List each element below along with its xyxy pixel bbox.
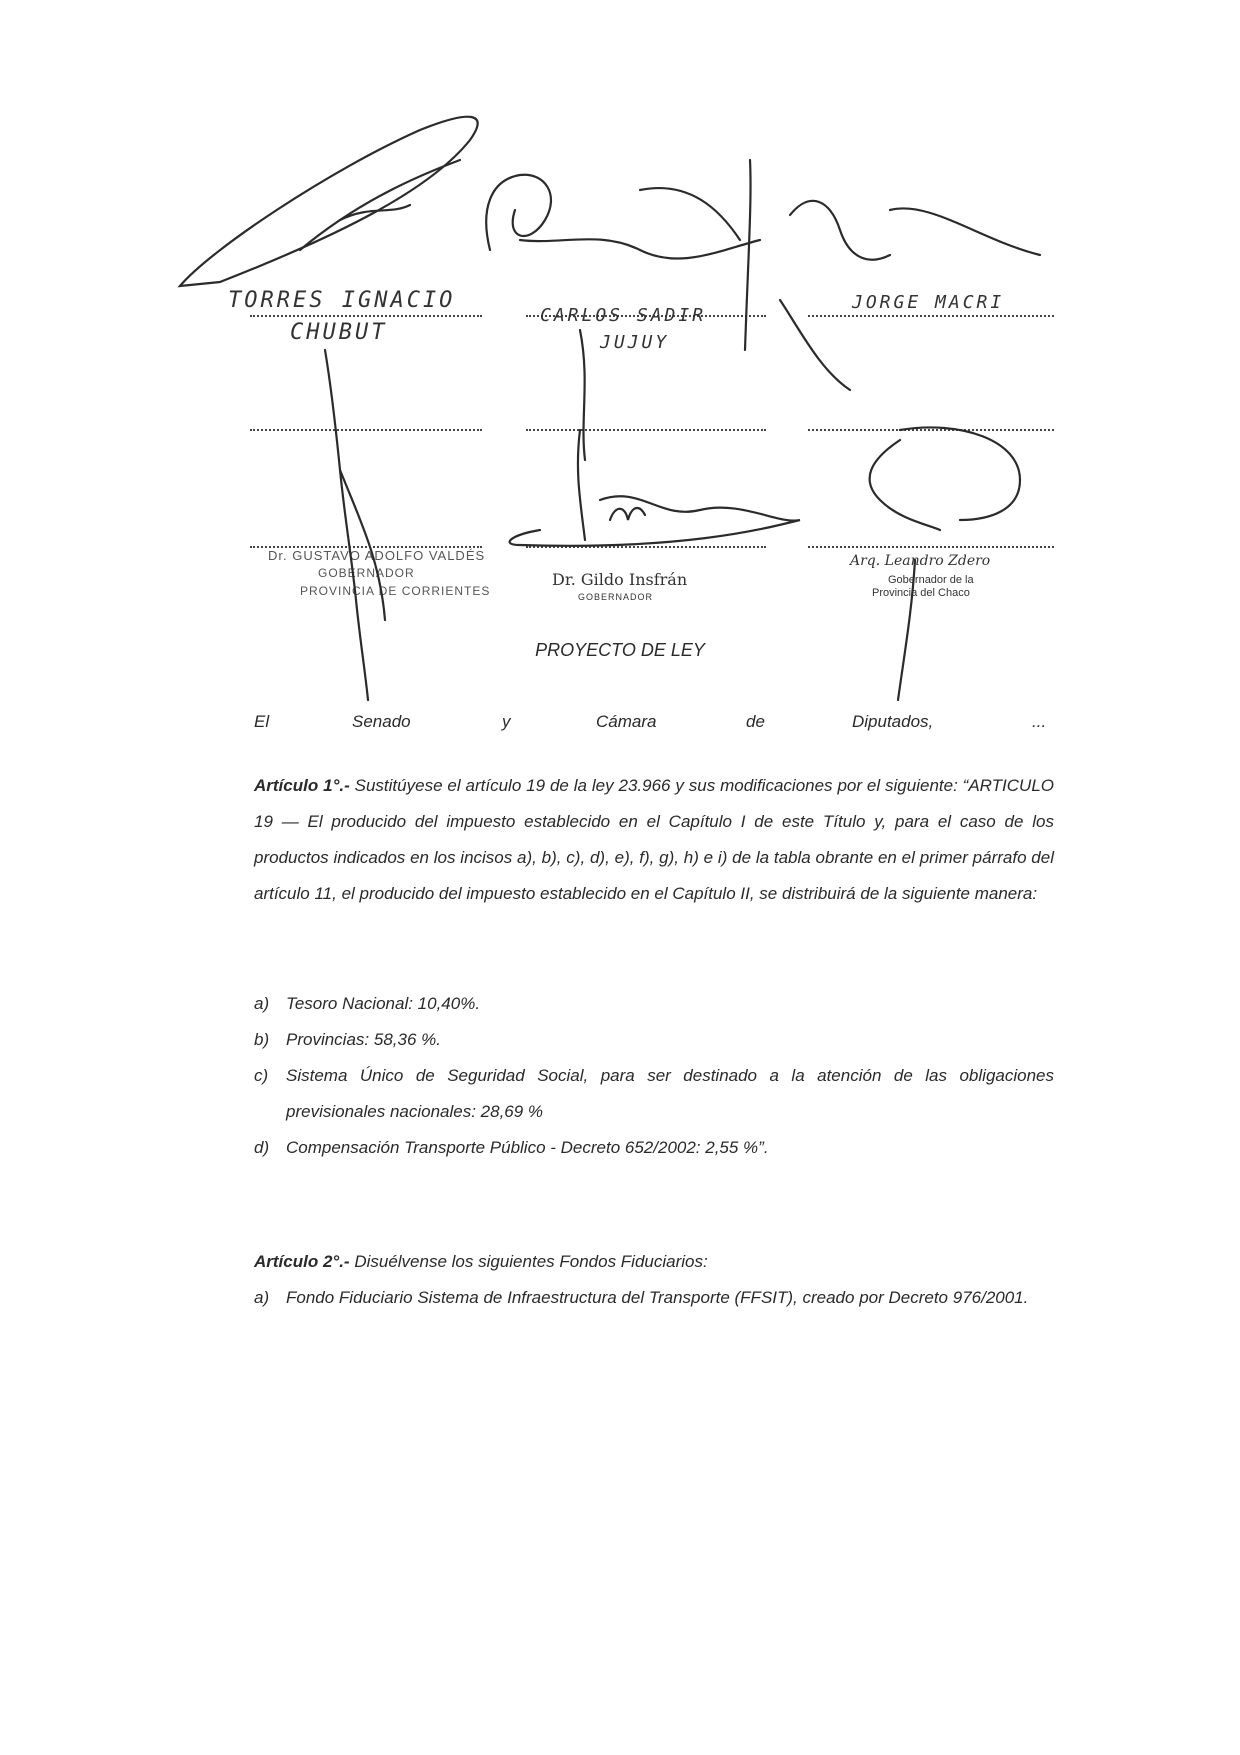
- signature-line: [808, 315, 1054, 317]
- intro-word: y: [502, 712, 511, 731]
- article-1-label: Artículo 1°.-: [254, 776, 350, 795]
- stamp-province: PROVINCIA DE CORRIENTES: [300, 584, 491, 598]
- stamp-title: GOBERNADOR: [318, 566, 415, 580]
- intro-word: Cámara: [596, 712, 657, 731]
- handwritten-name: TORRES IGNACIO: [228, 288, 456, 313]
- list-text: Compensación Transporte Público - Decreto 652/2002: 2,55 %”.: [286, 1138, 769, 1157]
- list-text: Tesoro Nacional: 10,40%.: [286, 994, 481, 1013]
- intro-word: ...: [1032, 712, 1047, 731]
- intro-word: Senado: [352, 712, 411, 731]
- signature-line: [808, 429, 1054, 431]
- list-item: [254, 1130, 1054, 1166]
- intro-word: de: [746, 712, 765, 731]
- list-marker: d): [254, 1138, 270, 1157]
- list-item: [254, 1058, 1054, 1130]
- article-2-list: [254, 1280, 1054, 1316]
- list-item: [254, 986, 1054, 1022]
- article-2-text: Disuélvense los siguientes Fondos Fiduciarios:: [349, 1252, 708, 1271]
- stamp-name: Dr. Gildo Insfrán: [552, 570, 688, 589]
- signature-line: [526, 429, 766, 431]
- document-title: PROYECTO DE LEY: [535, 640, 705, 660]
- list-marker: a): [254, 994, 270, 1013]
- article-1-text: Sustitúyese el artículo 19 de la ley 23.966 y sus modificaciones por el siguiente: “ARTICULO 19 — El producido del impuesto establecido en el Capítulo I de este Título y, para el caso de los productos indicados en los incisos a), b), c), d), e), f), g), h) e i) de la tabla obrante en el primer párrafo del artículo 11, el producido del impuesto establecido en el Capítulo II, se distribuirá de la siguiente manera:: [254, 776, 1054, 903]
- stamp-title: Gobernador de la: [888, 574, 974, 586]
- stamp-name: Dr. GUSTAVO ADOLFO VALDÉS: [268, 548, 486, 563]
- list-item: [254, 1022, 1054, 1058]
- article-1: [254, 768, 1054, 912]
- handwritten-name: JORGE MACRI: [852, 292, 1005, 313]
- stamp-title: GOBERNADOR: [578, 592, 654, 602]
- list-text: Provincias: 58,36 %.: [286, 1030, 441, 1049]
- handwritten-province: JUJUY: [600, 332, 670, 353]
- stamp-province: Provincia del Chaco: [872, 587, 970, 599]
- signature-line: [250, 315, 482, 317]
- list-item: [254, 1280, 1054, 1316]
- list-marker: a): [254, 1288, 270, 1307]
- signature-line: [526, 546, 766, 548]
- list-text: Fondo Fiduciario Sistema de Infraestructura del Transporte (FFSIT), creado por Decreto 976/2001.: [286, 1288, 1029, 1307]
- article-1-list: [254, 986, 1054, 1166]
- article-2-label: Artículo 2°.-: [254, 1252, 350, 1271]
- signature-line: [250, 429, 482, 431]
- signature-line: [808, 546, 1054, 548]
- list-marker: c): [254, 1066, 269, 1085]
- handwritten-province: CHUBUT: [290, 320, 388, 345]
- stamp-name: Arq. Leandro Zdero: [850, 553, 991, 569]
- intro-word: El: [254, 712, 270, 731]
- list-marker: b): [254, 1030, 270, 1049]
- article-2: [254, 1244, 1054, 1280]
- intro-word: Diputados,: [852, 712, 934, 731]
- list-text: Sistema Único de Seguridad Social, para ser destinado a la atención de las obligaciones previsionales nacionales: 28,69 %: [286, 1066, 1054, 1121]
- handwritten-name: CARLOS SADIR: [540, 305, 707, 326]
